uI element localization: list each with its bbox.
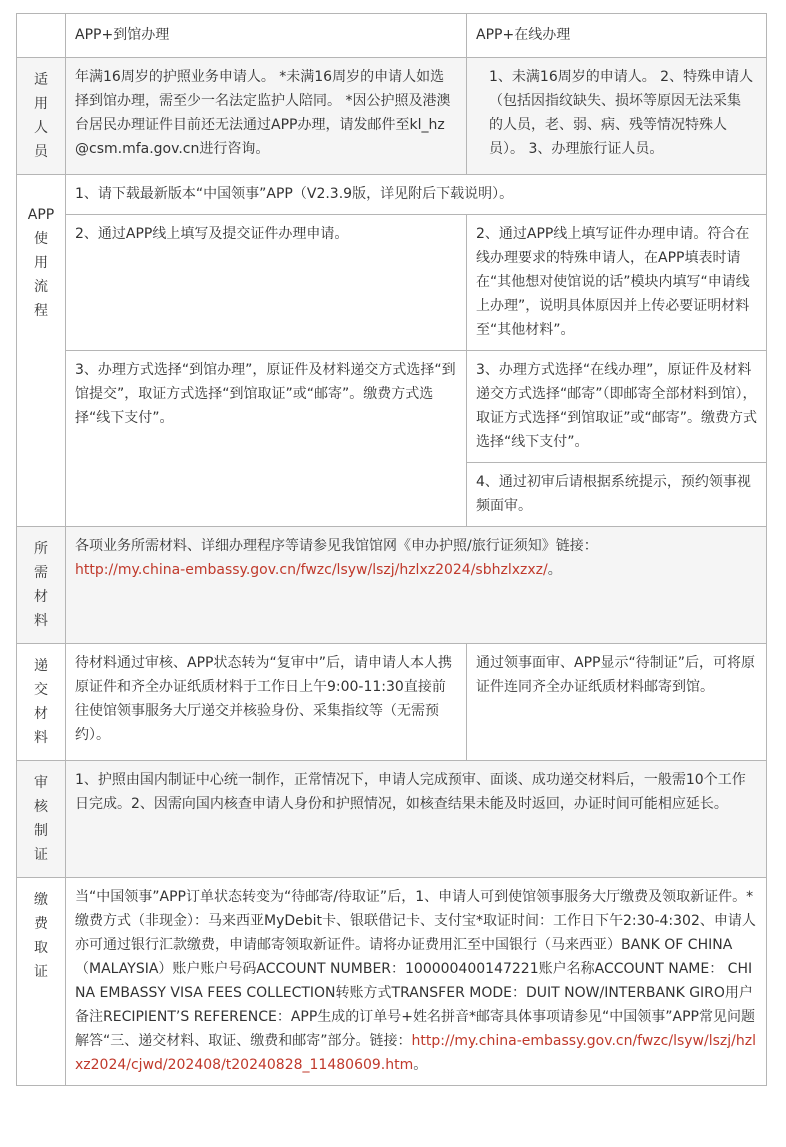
payment-link[interactable]: http://my.china-embassy.gov.cn/fwzc/lsyw/lszj/hzlxz2024/cjwd/202408/t20240828_11480609.htm bbox=[75, 1033, 756, 1073]
label-applicants: 适 用 人 员 bbox=[17, 58, 66, 175]
label-submission: 递 交 材 料 bbox=[17, 644, 66, 761]
header-online: APP+在线办理 bbox=[467, 14, 767, 58]
row-process-step2 bbox=[17, 215, 767, 351]
payment-tail: 。 bbox=[413, 1057, 428, 1073]
label-review: 审 核 制 证 bbox=[17, 761, 66, 878]
row-review bbox=[17, 761, 767, 878]
process-step4-online: 4、通过初审后请根据系统提示，预约领事视频面审。 bbox=[467, 463, 767, 527]
process-step3-onsite: 3、办理方式选择“到馆办理”，原证件及材料递交方式选择“到馆提交”，取证方式选择“到馆取证”或“邮寄”。缴费方式选择“线下支付”。 bbox=[66, 351, 467, 527]
row-applicants bbox=[17, 58, 767, 175]
applicants-onsite: 年满16周岁的护照业务申请人。 *未满16周岁的申请人如选择到馆办理，需至少一名法定监护人陪同。 *因公护照及港澳台居民办理证件目前还无法通过APP办理，请发邮件至kl_hz@csm.mfa.gov.cn进行咨询。 bbox=[66, 58, 467, 175]
materials-link[interactable]: http://my.china-embassy.gov.cn/fwzc/lsyw/lszj/hzlxz2024/sbhzlxzxz/ bbox=[75, 562, 548, 578]
label-materials: 所 需 材 料 bbox=[17, 527, 66, 644]
row-materials bbox=[17, 527, 767, 644]
process-step3-online: 3、办理方式选择“在线办理”，原证件及材料递交方式选择“邮寄”（即邮寄全部材料到馆），取证方式选择“到馆取证”或“邮寄”。缴费方式选择“线下支付”。 bbox=[467, 351, 767, 463]
materials-text: 各项业务所需材料、详细办理程序等请参见我馆馆网《申办护照/旅行证须知》链接： bbox=[75, 538, 598, 554]
header-blank-cell bbox=[17, 14, 66, 58]
row-payment bbox=[17, 878, 767, 1086]
payment-text: 当“中国领事”APP订单状态转变为“待邮寄/待取证”后，1、申请人可到使馆领事服务大厅缴费及领取新证件。*缴费方式（非现金）：马来西亚MyDebit卡、银联借记卡、支付宝*取证时间：工作日下午2:30-4:302、申请人亦可通过银行汇款缴费，申请邮寄领取新证件。请将办证费用汇至中国银行（马来西亚）BANK OF CHINA（MALAYSIA）账户账户号码ACCOUNT NUMBER：100000400147221账户名称ACCOUNT NAME： CHINA EMBASSY VISA FEES COLLECTION转账方式TRANSFER MODE：DUIT NOW/INTERBANK GIRO用户备注RECIPIENT’S REFERENCE：APP生成的订单号+姓名拼音*邮寄具体事项请参见“中国领事”APP常见问题解答“三、递交材料、取证、缴费和邮寄”部分。链接： bbox=[75, 889, 756, 1049]
process-step2-online: 2、通过APP线上填写证件办理申请。符合在线办理要求的特殊申请人，在APP填表时请在“其他想对使馆说的话”模块内填写“申请线上办理”，说明具体原因并上传必要证明材料至“其他材料”。 bbox=[467, 215, 767, 351]
process-step1: 1、请下载最新版本“中国领事”APP（V2.3.9版，详见附后下载说明）。 bbox=[66, 175, 767, 215]
label-process: APP 使 用 流 程 bbox=[17, 175, 66, 527]
submission-onsite: 待材料通过审核、APP状态转为“复审中”后，请申请人本人携原证件和齐全办证纸质材料于工作日上午9:00-11:30直接前往使馆领事服务大厅递交并核验身份、采集指纹等（无需预约）。 bbox=[66, 644, 467, 761]
guide-table bbox=[16, 13, 767, 1086]
header-onsite: APP+到馆办理 bbox=[66, 14, 467, 58]
review-text: 1、护照由国内制证中心统一制作，正常情况下，申请人完成预审、面谈、成功递交材料后，一般需10个工作日完成。2、因需向国内核查申请人身份和护照情况，如核查结果未能及时返回，办证时间可能相应延长。 bbox=[66, 761, 767, 878]
process-step2-onsite: 2、通过APP线上填写及提交证件办理申请。 bbox=[66, 215, 467, 351]
submission-online: 通过领事面审、APP显示“待制证”后，可将原证件连同齐全办证纸质材料邮寄到馆。 bbox=[467, 644, 767, 761]
header-row bbox=[17, 14, 767, 58]
materials-cell bbox=[66, 527, 767, 644]
row-submission bbox=[17, 644, 767, 761]
row-process-step1 bbox=[17, 175, 767, 215]
row-process-step3 bbox=[17, 351, 767, 463]
label-payment: 缴 费 取 证 bbox=[17, 878, 66, 1086]
materials-tail: 。 bbox=[547, 562, 562, 578]
payment-cell bbox=[66, 878, 767, 1086]
applicants-online: 1、未满16周岁的申请人。 2、特殊申请人（包括因指纹缺失、损坏等原因无法采集的人员，老、弱、病、残等情况特殊人员）。 3、办理旅行证人员。 bbox=[467, 58, 767, 175]
